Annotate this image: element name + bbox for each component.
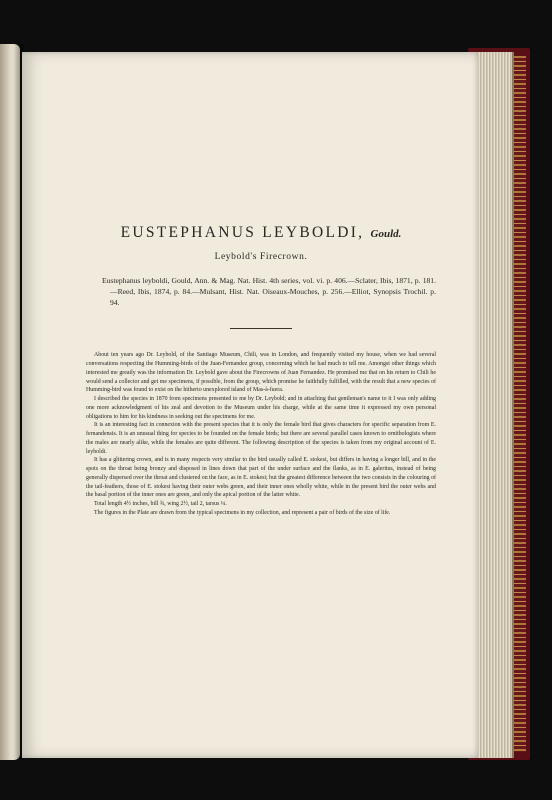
common-name: Leybold's Firecrown.	[214, 252, 308, 262]
gilt-cover-border	[512, 56, 526, 752]
book-page	[22, 52, 478, 758]
page-content	[86, 224, 436, 518]
species-title	[86, 224, 436, 242]
section-divider	[230, 328, 292, 329]
description-text	[86, 351, 436, 517]
paragraph: I described the species in 1870 from specimens presented to me by Dr. Leybold; and in attaching that gentleman's name to it I was only adding one more acknowledgment of his zeal and devotion to the Museum under his charge, while at the same time it expressed my own personal obligations to him for his kindness in seeking out the specimens for me.	[86, 396, 436, 420]
synonymy-references: Eustephanus leyboldi, Gould, Ann. & Mag. Nat. Hist. 4th series, vol. vi. p. 406.—Sclater, Ibis, 1871, p. 181.—Reed, Ibis, 1874, p. 84.—Mulsant, Hist. Nat. Oiseaux-Mouches, p. 256.—Elliot, Synopsis Trochil. p. 94.	[102, 276, 436, 307]
paragraph: The figures in the Plate are drawn from the typical specimens in my collection, and represent a pair of birds of the size of life.	[94, 509, 391, 516]
page-stack-edges	[478, 52, 514, 758]
paragraph: About ten years ago Dr. Leybold, of the Santiago Museum, Chili, was in London, and frequently visited my house, when we had several conversations respecting the Humming-birds of the Juan-Fernandez group, concerning which he had much to tell me. Amongst other things which interested me greatly was the information Dr. Leybold gave about the Firecrowns of Juan Fernandez. He promised me that on his return to Chili he would send a collector and get me specimens, if possible, from the group, which promise he faithfully fulfilled, with the result that a new species of Humming-bird was found to exist on the hitherto unexplored island of Mas-à-fuera.	[86, 352, 436, 394]
paragraph: It is an interesting fact in connexion with the present species that it is only the female bird that gives characters for specific separation from E. fernandensis. It is an unusual thing for species to be founded on the female birds; but there are several parallel cases known to ornithologists where the males are nearly alike, while the females are quite different. The following description of the species is taken from my original account of E. leyboldi.	[86, 422, 436, 455]
species-author: Gould.	[370, 228, 402, 240]
paragraph: It has a glittering crown, and is in many respects very similar to the bird usually called E. stokesi, but differs in having a longer bill, and in the spots on the throat being bronzy and disposed in lines down that part of the under surface and the flanks, as in E. galeritus, instead of being generally dispersed over the throat and clustered on the face, as in E. stokesi; but the greatest difference between the two consists in the colouring of the tail-feathers, those of E. stokesi having their outer webs green, and their inner ones wholly white, while in the present bird the outer webs and the basal portion of the inner ones are green, and only the apical portion of the latter white.	[86, 457, 436, 499]
paragraph: Total length 4½ inches, bill ¾, wing 2½, tail 2, tarsus ¼.	[94, 501, 227, 508]
species-name: EUSTEPHANUS LEYBOLDI,	[120, 224, 365, 241]
